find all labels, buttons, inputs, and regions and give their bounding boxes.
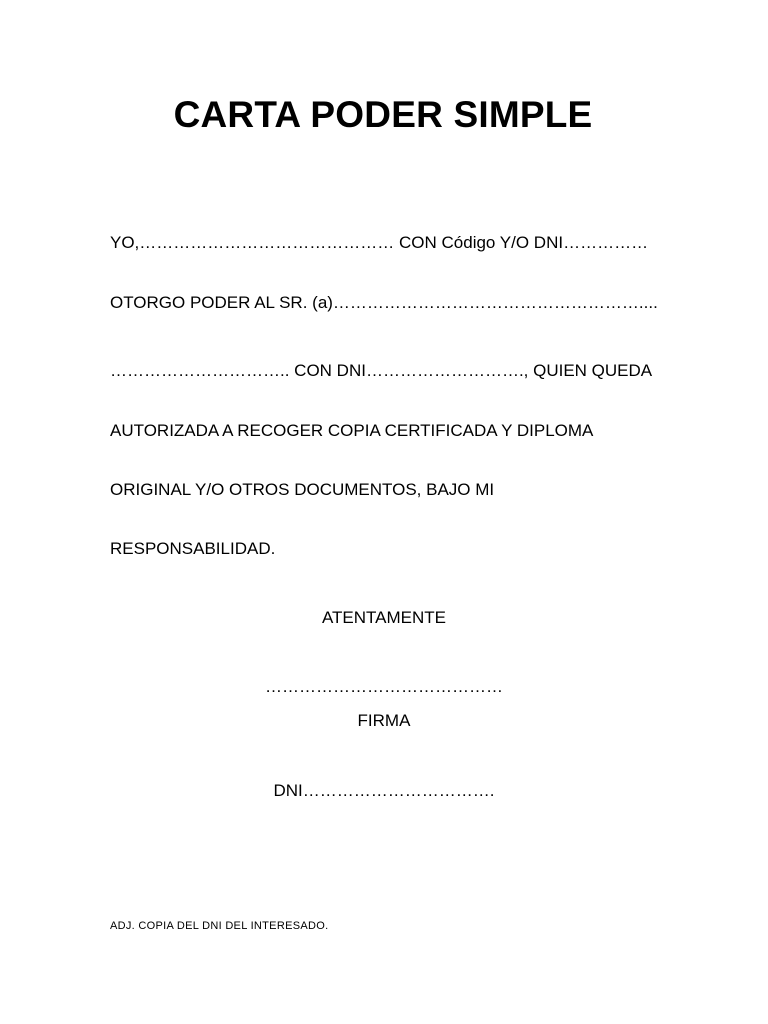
signature-label: FIRMA (357, 711, 411, 730)
signature-line: …………………………………… (265, 677, 503, 696)
body-line-1: YO,……………………………………… CON Código Y/O DNI…………… (110, 233, 649, 252)
dni-line: DNI……………………………. (273, 781, 495, 800)
body-line-2: OTORGO PODER AL SR. (a)……………………………………………….... (110, 293, 658, 312)
body-line-3: ………………………….. CON DNI………………………., QUIEN QUEDA (110, 361, 653, 380)
attachment-note: ADJ. COPIA DEL DNI DEL INTERESADO. (110, 920, 329, 932)
body-line-5: ORIGINAL Y/O OTROS DOCUMENTOS, BAJO MI (110, 480, 495, 499)
closing-text: ATENTAMENTE (321, 608, 447, 627)
body-line-6: RESPONSABILIDAD. (110, 539, 276, 558)
body-line-4: AUTORIZADA A RECOGER COPIA CERTIFICADA Y DIPLOMA (110, 421, 594, 440)
document-title: CARTA PODER SIMPLE (173, 94, 593, 135)
